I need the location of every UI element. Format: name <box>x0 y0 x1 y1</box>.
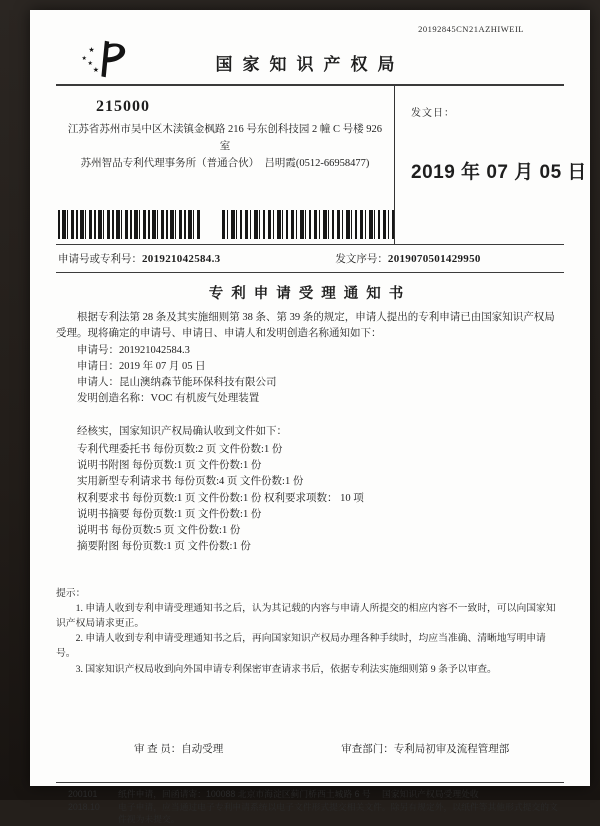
doc-item: 实用新型专利请求书 每份页数:4 页 文件份数:1 份 <box>56 474 564 490</box>
footer-note: 电子申请，应当通过电子专利申请系统以电子文件形式提交相关文件。除另有规定外，以纸件等其他形式提交的文件视为未提交。 <box>118 801 560 826</box>
confirm-intro: 经核实，国家知识产权局确认收到文件如下： <box>56 424 564 440</box>
recipient-address <box>56 122 394 172</box>
application-number-value: 201921042584.3 <box>142 253 220 265</box>
field-application-date: 申请日：2019 年 07 月 05 日 <box>56 359 564 375</box>
doc-item: 摘要附图 每份页数:1 页 文件份数:1 份 <box>56 539 564 555</box>
department <box>341 741 509 756</box>
examiner-value: 自动受理 <box>181 744 223 755</box>
barcode-application <box>58 210 200 239</box>
serial-number-value: 2019070501429950 <box>388 253 481 265</box>
notice-body <box>56 310 564 556</box>
footer-note: 纸件申请，回函请寄：100088 北京市海淀区蓟门桥西土城路 6 号 国家知识产权局受理处收 <box>118 788 560 801</box>
tip-item: 3. 国家知识产权局收到向外国申请专利保密审查请求书后，依据专利法实施细则第 9 条予以审查。 <box>56 662 564 677</box>
field-application-no: 申请号：201921042584.3 <box>56 343 564 359</box>
doc-item: 说明书附图 每份页数:1 页 文件份数:1 份 <box>56 458 564 474</box>
barcode-serial <box>222 210 394 239</box>
notice-page <box>30 10 590 786</box>
department-label: 审查部门： <box>341 744 394 755</box>
serial-number <box>335 251 564 266</box>
footer-code: 2018.10 <box>68 801 118 814</box>
reference-divider-bottom <box>56 272 564 273</box>
serial-number-label: 发文序号： <box>335 254 388 265</box>
svg-text:★: ★ <box>88 60 93 67</box>
footer-form-codes <box>56 788 118 826</box>
application-number-label: 申请号或专利号： <box>58 254 142 265</box>
examiner-label: 审 查 员： <box>134 744 181 755</box>
department-value: 专利局初审及流程管理部 <box>394 744 510 755</box>
agency-title: 国家知识产权局 <box>56 38 564 75</box>
notice-intro: 根据专利法第 28 条及其实施细则第 38 条、第 39 条的规定，申请人提出的专利申请已由国家知识产权局受理。现将确定的申请号、申请日、申请人和发明创造名称通知如下： <box>56 310 564 343</box>
dispatch-date-label: 发文日： <box>411 104 587 119</box>
postal-code: 215000 <box>96 98 394 116</box>
doc-item: 权利要求书 每份页数:1 页 文件份数:1 份 权利要求项数： 10 项 <box>56 491 564 507</box>
svg-text:★: ★ <box>88 46 94 54</box>
footer-divider <box>56 782 564 783</box>
recipient-block <box>56 86 394 244</box>
header <box>56 38 564 84</box>
field-applicant: 申请人：昆山澳纳森节能环保科技有限公司 <box>56 375 564 391</box>
received-documents-list <box>56 442 564 556</box>
footer <box>56 788 564 826</box>
reference-row <box>56 245 564 272</box>
application-number <box>56 251 335 266</box>
tips-label: 提示： <box>56 586 564 601</box>
cnipa-logo-icon <box>78 38 130 85</box>
doc-item: 专利代理委托书 每份页数:2 页 文件份数:1 份 <box>56 442 564 458</box>
address-line-2: 室 <box>60 139 390 156</box>
dispatch-date-box <box>394 86 587 244</box>
tip-item: 2. 申请人收到专利申请受理通知书之后，再向国家知识产权局办理各种手续时，均应当准确、清晰地写明申请号。 <box>56 631 564 661</box>
tip-item: 1. 申请人收到专利申请受理通知书之后，认为其记载的内容与申请人所提交的相应内容不一致时，可以向国家知识产权局请求更正。 <box>56 601 564 631</box>
footer-notes <box>118 788 564 826</box>
barcode-row <box>56 210 394 239</box>
examiner <box>134 741 223 756</box>
signoff-row <box>56 741 564 756</box>
document-code: 20192845CN21AZHIWEIL <box>56 24 564 38</box>
address-line-1: 江苏省苏州市吴中区木渎镇金枫路 216 号东创科技园 2 幢 C 号楼 926 <box>60 122 390 139</box>
svg-text:★: ★ <box>81 55 86 62</box>
footer-code: 200101 <box>68 788 118 801</box>
doc-item: 说明书 每份页数:5 页 文件份数:1 份 <box>56 523 564 539</box>
field-invention-title: 发明创造名称：VOC 有机废气处理装置 <box>56 391 564 407</box>
notice-title: 专利申请受理通知书 <box>56 282 564 303</box>
doc-item: 说明书摘要 每份页数:1 页 文件份数:1 份 <box>56 507 564 523</box>
tips-section <box>56 586 564 677</box>
svg-text:★: ★ <box>93 66 99 74</box>
dispatch-date-value: 2019 年 07 月 05 日 <box>411 157 587 184</box>
recipient-section <box>56 86 564 244</box>
agent-line: 苏州智品专利代理事务所（普通合伙） 吕明霞(0512-66958477) <box>60 156 390 173</box>
